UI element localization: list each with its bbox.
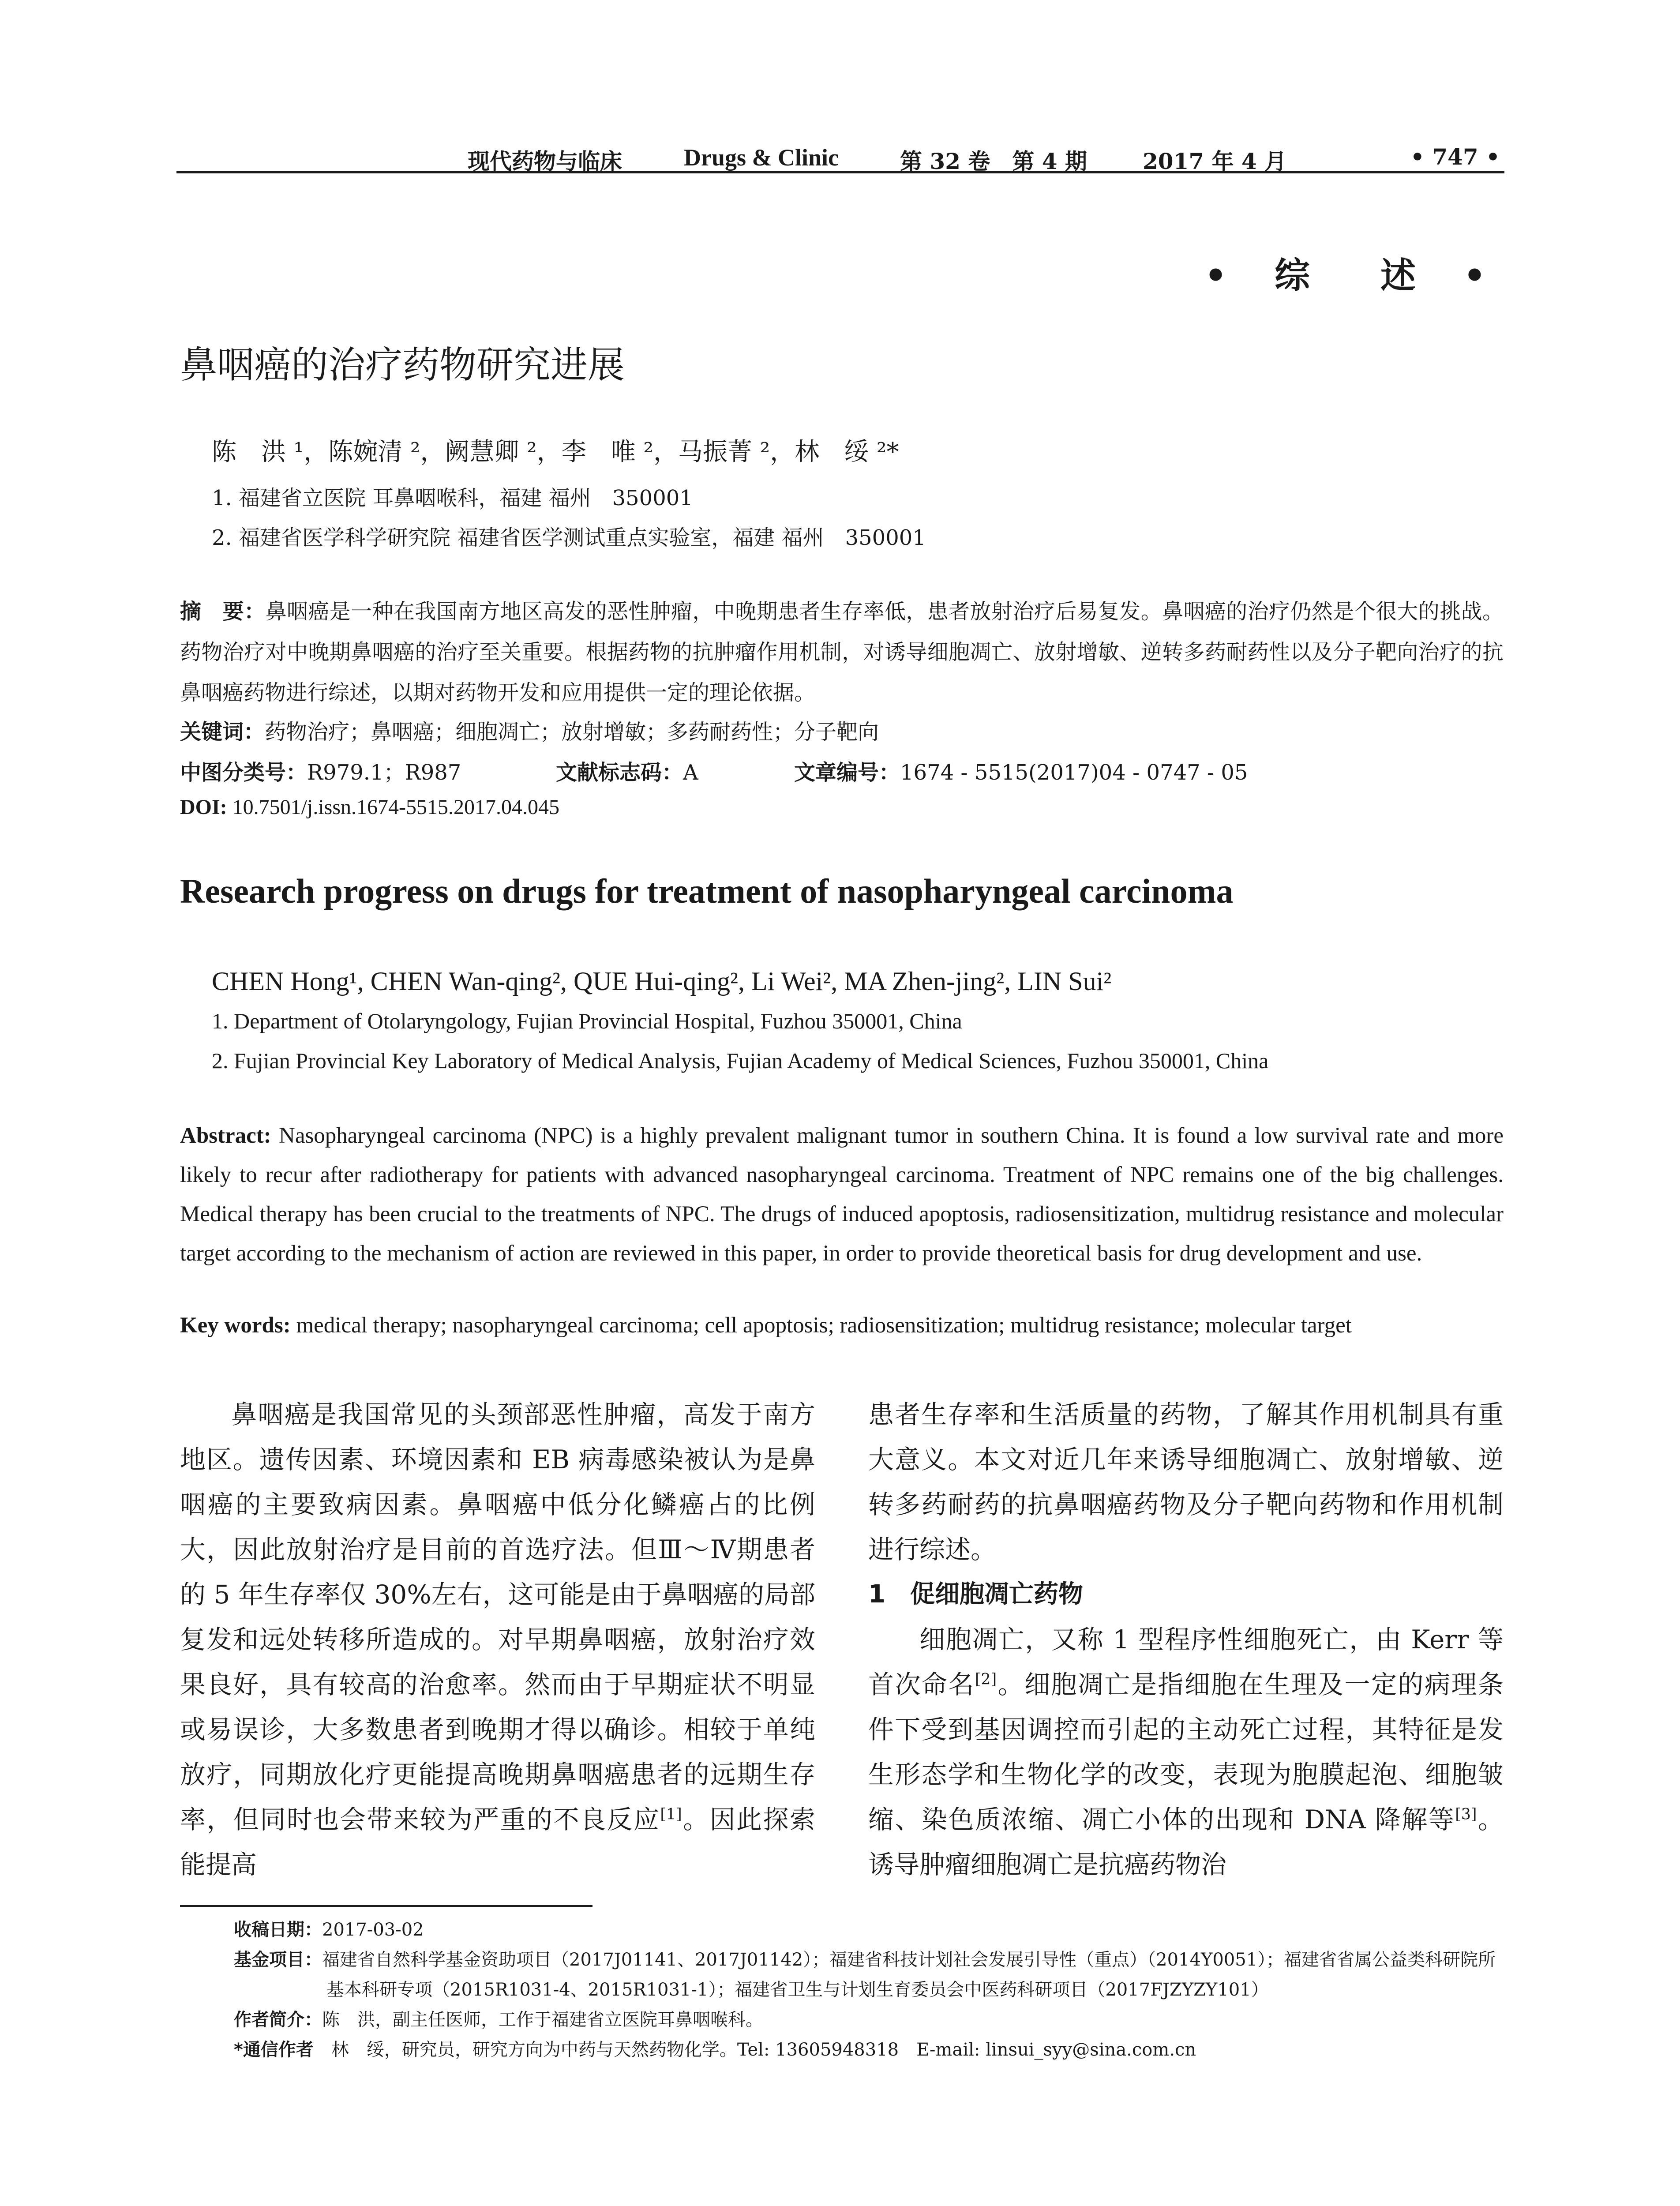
abstract-en	[180, 1116, 1504, 1273]
abstract-cn-label: 摘 要：	[180, 599, 266, 624]
doi-label: DOI:	[180, 795, 227, 819]
affiliation-cn-2: 2. 福建省医学科学研究院 福建省医学测试重点实验室，福建 福州 350001	[212, 525, 926, 550]
article-value: 1674 - 5515(2017)04 - 0747 - 05	[900, 760, 1248, 785]
body-column-right	[868, 1392, 1504, 1887]
keywords-cn-text: 药物治疗；鼻咽癌；细胞凋亡；放射增敏；多药耐药性；分子靶向	[265, 720, 879, 744]
keywords-en-label: Key words:	[180, 1313, 291, 1338]
clc-value: R979.1；R987	[307, 760, 461, 785]
citation-ref: [1]	[660, 1805, 682, 1823]
clc-label: 中图分类号：	[180, 760, 308, 785]
keywords-cn	[180, 715, 879, 745]
footnote-received: 收稿日期：2017-03-02	[234, 1920, 424, 1940]
journal-name-cn: 现代药物与临床	[468, 148, 622, 174]
keywords-en-text: medical therapy; nasopharyngeal carcinoma; cell apoptosis; radiosensitization; multidrug resistance; molecular target	[296, 1313, 1352, 1338]
keywords-en	[180, 1313, 1352, 1338]
section-label: • 综 述 •	[1204, 255, 1504, 296]
title-en: Research progress on drugs for treatment of nasopharyngeal carcinoma	[180, 872, 1234, 910]
footnote-funding: 基金项目：福建省自然科学基金资助项目（2017J01141、2017J01142）；福建省科技计划社会发展引导性（重点）（2014Y0051）；福建省省属公益类科研院所基本科研专项（2015R1031-4、2015R1031-1）；福建省卫生与计划生育委员会中医药科研项目（2017FJZYZY101）	[234, 1950, 1496, 2000]
keywords-cn-label: 关键词：	[180, 720, 265, 744]
body-paragraph: 细胞凋亡，又称 1 型程序性细胞死亡，由 Kerr 等首次命名[2]。细胞凋亡是指细胞在生理及一定的病理条件下受到基因调控而引起的主动死亡过程，其特征是发生形态学和生物化学的改变，表现为胞膜起泡、细胞皱缩、染色质浓缩、凋亡小体的出现和 DNA 降解等[3]。诱导肿瘤细胞凋亡是抗癌药物治	[868, 1624, 1504, 1880]
issue-date: 2017 年 4 月	[1143, 148, 1287, 174]
classification-line	[180, 755, 461, 786]
doc-label: 文献标志码：	[556, 760, 683, 785]
abstract-en-text: Nasopharyngeal carcinoma (NPC) is a highly prevalent malignant tumor in southern China. It is found a low survival rate and more likely to recur after radiotherapy for patients with advanced nasopharyngeal carcinoma. Treatment of NPC remains one of the big challenges. Medical therapy has been crucial to the treatments of NPC. The drugs of induced apoptosis, radiosensitization, multidrug resistance and molecular target according to the mechanism of action are reviewed in this paper, in order to provide theoretical basis for drug development and use.	[180, 1123, 1504, 1266]
body-paragraph: 鼻咽癌是我国常见的头颈部恶性肿瘤，高发于南方地区。遗传因素、环境因素和 EB 病毒感染被认为是鼻咽癌的主要致病因素。鼻咽癌中低分化鳞癌占的比例大，因此放射治疗是目前的首选疗法。但Ⅲ～Ⅳ期患者的 5 年生存率仅 30%左右，这可能是由于鼻咽癌的局部复发和远处转移所造成的。对早期鼻咽癌，放射治疗效果良好，具有较高的治愈率。然而由于早期症状不明显或易误诊，大多数患者到晚期才得以确诊。相较于单纯放疗，同期放化疗更能提高晚期鼻咽癌患者的远期生存率，但同时也会带来较为严重的不良反应[1]。因此探索能提高	[180, 1399, 815, 1880]
doi	[180, 795, 559, 819]
body-paragraph-continued: 患者生存率和生活质量的药物，了解其作用机制具有重大意义。本文对近几年来诱导细胞凋亡、放射增敏、逆转多药耐药的抗鼻咽癌药物及分子靶向药物和作用机制进行综述。	[868, 1399, 1504, 1564]
section-heading: 1 促细胞凋亡药物	[868, 1580, 1083, 1609]
abstract-en-label: Abstract:	[180, 1123, 271, 1148]
article-number	[794, 755, 1248, 786]
authors-cn: 陈 洪 ¹，陈婉清 ²，阙慧卿 ²，李 唯 ²，马振菁 ²，林 绥 ²*	[212, 438, 899, 466]
doc-value: A	[683, 760, 698, 785]
doi-value: 10.7501/j.issn.1674-5515.2017.04.045	[232, 795, 560, 819]
affiliation-en-2: 2. Fujian Provincial Key Laboratory of Medical Analysis, Fujian Academy of Medical Sciences, Fuzhou 350001, China	[212, 1048, 1269, 1073]
doc-code	[556, 755, 698, 786]
body-column-left	[180, 1392, 815, 1887]
issue-info: 第 32 卷 第 4 期	[900, 148, 1087, 174]
citation-ref: [2]	[975, 1670, 997, 1688]
citation-ref: [3]	[1455, 1805, 1477, 1823]
authors-en: CHEN Hong¹, CHEN Wan-qing², QUE Hui-qing², Li Wei², MA Zhen-jing², LIN Sui²	[212, 967, 1112, 996]
abstract-cn-text: 鼻咽癌是一种在我国南方地区高发的恶性肿瘤，中晚期患者生存率低，患者放射治疗后易复发。鼻咽癌的治疗仍然是个很大的挑战。药物治疗对中晚期鼻咽癌的治疗至关重要。根据药物的抗肿瘤作用机制，对诱导细胞凋亡、放射增敏、逆转多药耐药性以及分子靶向治疗的抗鼻咽癌药物进行综述，以期对药物开发和应用提供一定的理论依据。	[180, 599, 1504, 705]
footnote-divider	[180, 1905, 592, 1907]
journal-name-en: Drugs & Clinic	[684, 144, 839, 171]
footnote-corresponding: *通信作者 林 绥，研究员，研究方向为中药与天然药物化学。Tel: 13605948318 E-mail: linsui_syy@sina.com.cn	[234, 2040, 1196, 2060]
abstract-cn	[180, 591, 1504, 713]
page-number: • 747 •	[1410, 144, 1500, 170]
title-cn: 鼻咽癌的治疗药物研究进展	[180, 343, 625, 386]
affiliation-en-1: 1. Department of Otolaryngology, Fujian Provincial Hospital, Fuzhou 350001, China	[212, 1009, 962, 1033]
article-label: 文章编号：	[794, 760, 900, 785]
running-header	[176, 140, 1504, 173]
footnote-author-bio: 作者简介：陈 洪，副主任医师，工作于福建省立医院耳鼻咽喉科。	[234, 2010, 763, 2030]
affiliation-cn-1: 1. 福建省立医院 耳鼻咽喉科，福建 福州 350001	[212, 486, 693, 510]
